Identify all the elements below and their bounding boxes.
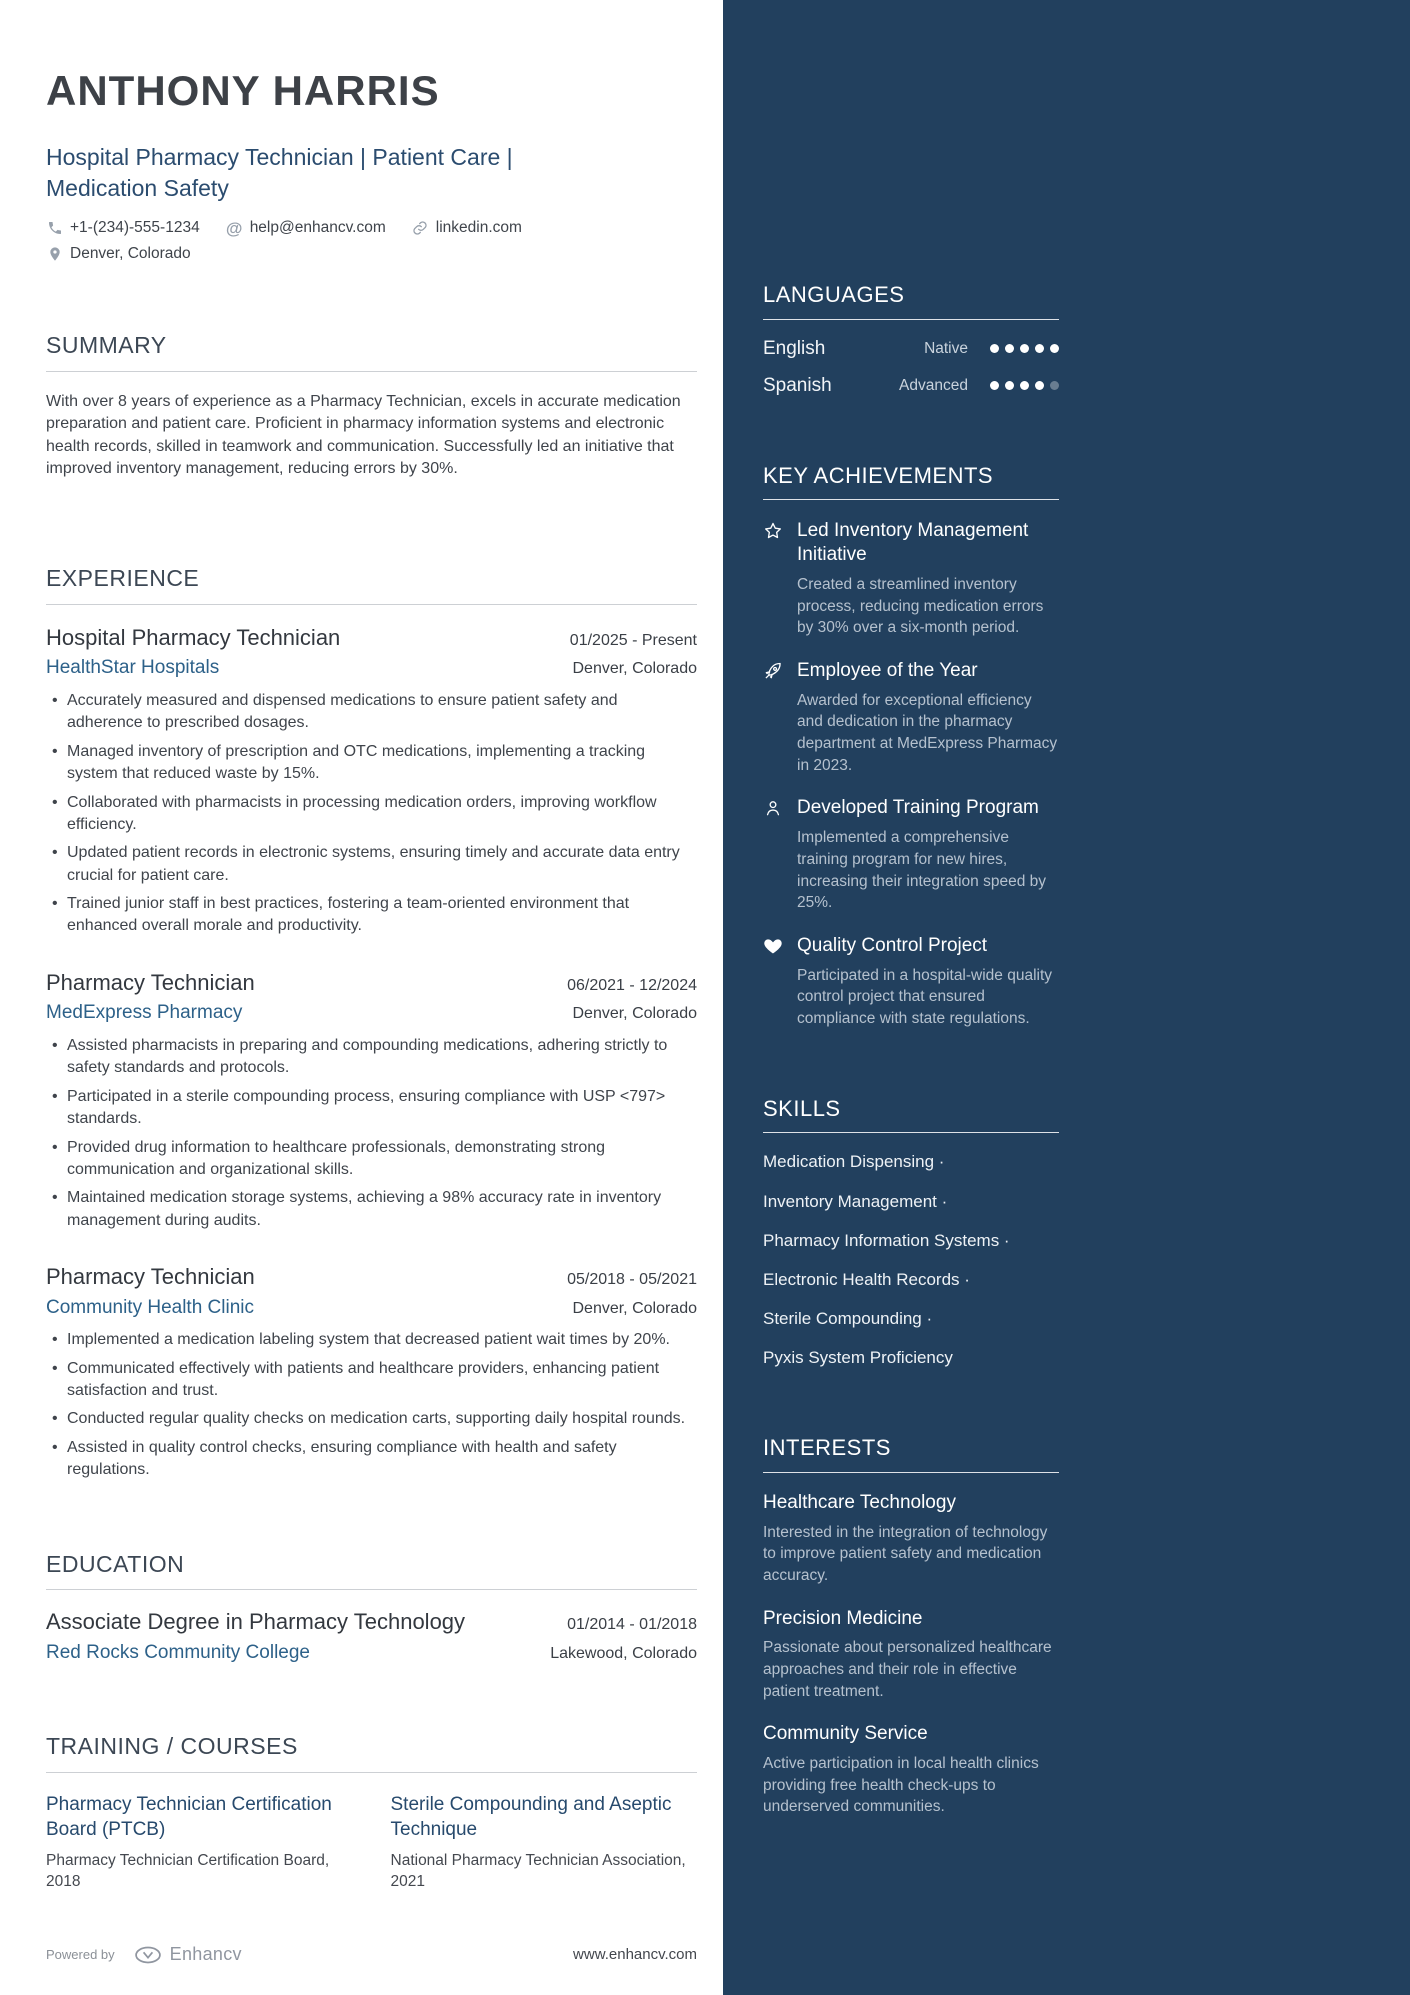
achievement-text: Awarded for exceptional efficiency and dedication in the pharmacy department at MedExpress Pharmacy in 2023. — [797, 691, 1058, 774]
achievement-text: Participated in a hospital-wide quality control project that ensured compliance with state regulations. — [797, 966, 1053, 1027]
degree-title: Associate Degree in Pharmacy Technology — [46, 1609, 466, 1635]
job-location: Denver, Colorado — [572, 660, 697, 678]
interest-text: Active participation in local health clinics providing free health check-ups to underserved communities. — [763, 1755, 1039, 1816]
phone-icon — [46, 220, 63, 237]
achievement-title: Led Inventory Management Initiative — [797, 519, 1029, 566]
bullet-item: • Implemented a medication labeling system that decreased patient wait times by 20%. — [67, 1329, 697, 1351]
email-icon: @ — [225, 218, 243, 238]
contact-row — [46, 219, 697, 237]
languages-heading: LANGUAGES — [763, 282, 1059, 319]
job-dates: 01/2025 - Present — [569, 631, 697, 649]
skill-item: Inventory Management · — [763, 1191, 948, 1211]
job-bullets — [46, 690, 697, 938]
training-section — [46, 1714, 697, 1893]
job-dates: 05/2018 - 05/2021 — [567, 1271, 697, 1289]
bullet-item: • Assisted in quality control checks, ensuring compliance with health and safety regulations. — [67, 1437, 697, 1482]
star-icon — [763, 521, 785, 543]
course-title: Sterile Compounding and Aseptic Technique — [390, 1793, 672, 1841]
person-icon — [763, 798, 785, 820]
location-row — [46, 245, 697, 263]
language-level: Native — [924, 339, 968, 357]
link-icon — [412, 220, 429, 237]
bullet-item: • Provided drug information to healthcare professionals, demonstrating strong communication and organizational skills. — [67, 1137, 697, 1182]
course-organization: Pharmacy Technician Certification Board, 2018 — [46, 1852, 330, 1891]
interest-item — [763, 1491, 1059, 1587]
course-title: Pharmacy Technician Certification Board (PTCB) — [46, 1793, 332, 1841]
skill-item: Sterile Compounding · — [763, 1308, 933, 1328]
job-title: Pharmacy Technician — [46, 969, 255, 995]
experience-entry — [46, 625, 697, 938]
job-location: Denver, Colorado — [572, 1299, 697, 1317]
skill-item: Pharmacy Information Systems · — [763, 1230, 1010, 1250]
interest-title: Community Service — [763, 1723, 928, 1745]
interest-text: Interested in the integration of technology to improve patient safety and medication accuracy. — [763, 1523, 1048, 1584]
achievement-title: Employee of the Year — [797, 660, 978, 682]
experience-entry — [46, 1264, 697, 1481]
skills-heading: SKILLS — [763, 1096, 1059, 1133]
language-row — [763, 338, 1059, 360]
interest-text: Passionate about personalized healthcare approaches and their role in effective patient treatment. — [763, 1639, 1052, 1700]
summary-text: With over 8 years of experience as a Pharmacy Technician, excels in accurate medication preparation and patient care. Proficient in pharmacy information systems and electronic health records, skilled in teamwork and communication. Successfully led an initiative that improved inventory management, reducing errors by 30%. — [46, 392, 681, 477]
skill-item: Electronic Health Records · — [763, 1269, 970, 1289]
bullet-item: • Updated patient records in electronic systems, ensuring timely and accurate data entry crucial for patient care. — [67, 842, 697, 887]
language-proficiency-dots — [984, 344, 1059, 353]
location-pin-icon — [46, 246, 63, 263]
experience-heading: EXPERIENCE — [46, 565, 697, 604]
phone-contact — [46, 219, 200, 237]
powered-by-label: Powered by — [46, 1947, 115, 1962]
language-name: English — [763, 337, 826, 359]
interest-item — [763, 1722, 1059, 1818]
achievement-text: Created a streamlined inventory process, reducing medication errors by 30% over a six-month period. — [797, 575, 1044, 637]
linkedin-contact[interactable] — [412, 219, 522, 237]
course-entry — [46, 1792, 353, 1893]
bullet-item: • Conducted regular quality checks on medication carts, supporting daily hospital rounds. — [67, 1408, 697, 1430]
job-location: Denver, Colorado — [572, 1005, 697, 1023]
interest-title: Healthcare Technology — [763, 1491, 956, 1513]
bullet-item: • Trained junior staff in best practices, fostering a team-oriented environment that enhanced overall morale and productivity. — [67, 893, 697, 938]
linkedin-link[interactable]: linkedin.com — [435, 219, 522, 237]
email-address[interactable]: help@enhancv.com — [249, 219, 386, 237]
language-name: Spanish — [763, 374, 832, 396]
person-name: ANTHONY HARRIS — [46, 67, 440, 115]
rocket-icon — [763, 661, 785, 683]
language-level: Advanced — [899, 376, 968, 394]
bullet-item: • Participated in a sterile compounding process, ensuring compliance with USP <797> standards. — [67, 1086, 697, 1131]
right-sidebar — [723, 0, 1410, 1995]
course-entry — [391, 1792, 698, 1893]
language-proficiency-dots — [984, 381, 1059, 390]
experience-section — [46, 546, 697, 1481]
languages-section — [763, 264, 1059, 397]
training-heading: TRAINING / COURSES — [46, 1733, 697, 1772]
interest-title: Precision Medicine — [763, 1607, 923, 1629]
education-dates: 01/2014 - 01/2018 — [567, 1616, 697, 1634]
education-entry — [46, 1609, 697, 1664]
company-name: HealthStar Hospitals — [46, 657, 220, 679]
achievement-item — [763, 519, 1059, 639]
bullet-item: • Communicated effectively with patients and healthcare providers, enhancing patient satisfaction and trust. — [67, 1358, 697, 1403]
resume-header — [46, 40, 697, 263]
language-row — [763, 375, 1059, 397]
achievement-title: Developed Training Program — [797, 797, 1039, 819]
achievement-title: Quality Control Project — [797, 934, 988, 956]
education-location: Lakewood, Colorado — [550, 1644, 697, 1662]
interest-item — [763, 1607, 1059, 1703]
achievement-item — [763, 934, 1059, 1030]
course-organization: National Pharmacy Technician Association, 2021 — [390, 1852, 686, 1891]
company-name: MedExpress Pharmacy — [46, 1002, 243, 1024]
enhancv-brand[interactable]: Enhancv — [169, 1944, 242, 1964]
email-contact[interactable] — [226, 219, 386, 237]
interests-section — [763, 1417, 1059, 1818]
job-title: Hospital Pharmacy Technician — [46, 624, 341, 650]
enhancv-logo-icon[interactable] — [133, 1945, 163, 1965]
achievement-item — [763, 659, 1059, 776]
summary-section — [46, 313, 697, 496]
phone-number: +1-(234)-555-1234 — [70, 219, 200, 237]
location-text: Denver, Colorado — [70, 245, 191, 263]
skill-item: Medication Dispensing · — [763, 1152, 945, 1172]
bullet-item: • Accurately measured and dispensed medications to ensure patient safety and adherence to prescribed dosages. — [67, 690, 697, 735]
location-item — [46, 245, 191, 263]
bullet-item: • Managed inventory of prescription and OTC medications, implementing a tracking system that reduced waste by 15%. — [67, 741, 697, 786]
bullet-item: • Assisted pharmacists in preparing and compounding medications, adhering strictly to safety standards and protocols. — [67, 1035, 697, 1080]
job-title: Pharmacy Technician — [46, 1264, 255, 1290]
experience-entry — [46, 970, 697, 1232]
interests-heading: INTERESTS — [763, 1435, 1059, 1472]
company-name: Community Health Clinic — [46, 1296, 255, 1318]
summary-heading: SUMMARY — [46, 332, 697, 371]
education-section — [46, 1532, 697, 1665]
heart-icon — [763, 936, 785, 958]
job-dates: 06/2021 - 12/2024 — [567, 976, 697, 994]
achievements-section — [763, 445, 1059, 1030]
bullet-item: • Maintained medication storage systems, achieving a 98% accuracy rate in inventory management during audits. — [67, 1187, 697, 1232]
achievement-text: Implemented a comprehensive training program for new hires, increasing their integration speed by 25%. — [797, 829, 1047, 912]
bullet-item: • Collaborated with pharmacists in processing medication orders, improving workflow efficiency. — [67, 792, 697, 837]
education-heading: EDUCATION — [46, 1551, 697, 1590]
job-bullets — [46, 1035, 697, 1232]
achievement-item — [763, 796, 1059, 913]
school-name: Red Rocks Community College — [46, 1641, 310, 1663]
skill-item: Pyxis System Proficiency — [763, 1347, 953, 1367]
achievements-heading: KEY ACHIEVEMENTS — [763, 463, 1059, 500]
footer — [46, 1904, 697, 1965]
job-bullets — [46, 1329, 697, 1481]
job-headline: Hospital Pharmacy Technician | Patient Care | Medication Safety — [46, 144, 513, 201]
skills-section — [763, 1078, 1059, 1369]
enhancv-website-link[interactable]: www.enhancv.com — [573, 1946, 697, 1963]
